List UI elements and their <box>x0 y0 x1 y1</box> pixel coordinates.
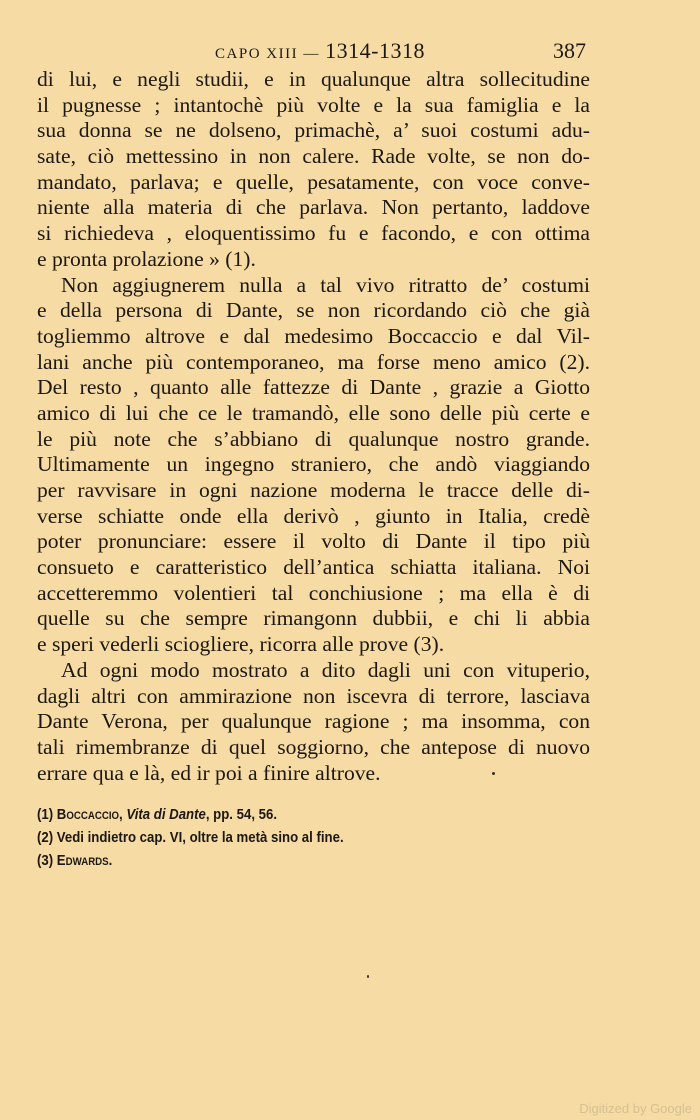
text-line: sua donna se ne dolseno, primachè, a’ suoi costumi adu- <box>37 118 590 143</box>
footnote-3 <box>37 849 524 872</box>
running-title <box>50 38 590 64</box>
text-line: consueto e caratteristico dell’antica schiatta italiana. Noi <box>37 555 590 580</box>
text-line: poter pronunciare: essere il volto di Dante il tipo più <box>37 529 590 554</box>
text-line: Ad ogni modo mostrato a dito dagli uni con vituperio, <box>61 657 590 682</box>
ink-speck <box>367 975 369 978</box>
footnote-2: (2) Vedi indietro cap. VI, oltre la metà sino al fine. <box>37 829 344 846</box>
watermark: Digitized by Google <box>579 1101 692 1116</box>
text-line: Ultimamente un ingegno straniero, che andò viaggiando <box>37 452 590 477</box>
footnote-1 <box>37 803 524 826</box>
text-line: di lui, e negli studii, e in qualunque altra sollecitudine <box>37 67 590 91</box>
text-line: togliemmo altrove e dal medesimo Boccaccio e dal Vil- <box>37 323 590 348</box>
page-header <box>50 38 590 68</box>
running-title-years: 1314-1318 <box>325 38 425 63</box>
text-line: per ravvisare in ogni nazione moderna le tracce delle di- <box>37 478 590 502</box>
ink-speck <box>492 772 495 775</box>
text-line: si richiedeva , eloquentissimo fu e facondo, e con ottima <box>37 221 590 246</box>
text-line: errare qua e là, ed ir poi a finire altrove. <box>37 760 381 785</box>
footnote-author: Boccaccio <box>56 806 120 823</box>
footnote-number: (1) <box>37 806 57 823</box>
footnote-pages: , pp. 54, 56. <box>205 806 278 823</box>
running-title-chapter: CAPO XIII — <box>215 46 326 62</box>
footnote-author: Edwards. <box>56 852 113 869</box>
footnotes <box>37 803 524 872</box>
footnote-number: (3) <box>37 852 57 869</box>
text-line: verse schiatte onde ella derivò , giunto in Italia, credè <box>37 503 590 528</box>
text-line: sate, ciò mettessino in non calere. Rade volte, se non do- <box>37 144 590 169</box>
text-line: e della persona di Dante, se non ricordando ciò che già <box>37 298 590 323</box>
text-line: dagli altri con ammirazione non iscevra di terrore, lasciava <box>37 683 590 708</box>
text-line: accetteremmo volentieri tal conchiusione ; ma ella è di <box>37 580 590 605</box>
text-line: e speri vederli sciogliere, ricorra alle prove (3). <box>37 632 445 657</box>
text-line: Del resto , quanto alle fattezze di Dante , grazie a Giotto <box>37 375 590 400</box>
text-line: e pronta prolazione » (1). <box>37 246 256 271</box>
text-line: il pugnesse ; intantochè più volte e la sua famiglia e la <box>37 92 590 117</box>
footnote-title: Vita di Dante <box>126 806 206 823</box>
page-number: 387 <box>553 38 586 63</box>
footnote-separator: , <box>119 806 127 823</box>
text-line: Non aggiugnerem nulla a tal vivo ritratto de’ costumi <box>61 272 590 297</box>
text-line: niente alla materia di che parlava. Non pertanto, laddove <box>37 195 590 220</box>
text-line: mandato, parlava; e quelle, pesatamente, con voce conve- <box>37 169 590 194</box>
text-line: amico di lui che ce le tramandò, elle sono delle più certe e <box>37 400 590 425</box>
text-line: tali rimembranze di quel soggiorno, che antepose di nuovo <box>37 734 590 759</box>
body-text <box>37 67 590 786</box>
text-line: lani anche più contemporaneo, ma forse meno amico (2). <box>37 349 590 374</box>
text-line: Dante Verona, per qualunque ragione ; ma insomma, con <box>37 709 590 734</box>
text-line: quelle su che sempre rimangonn dubbii, e chi li abbia <box>37 606 590 631</box>
text-line: le più note che s’abbiano di qualunque nostro grande. <box>37 426 590 451</box>
